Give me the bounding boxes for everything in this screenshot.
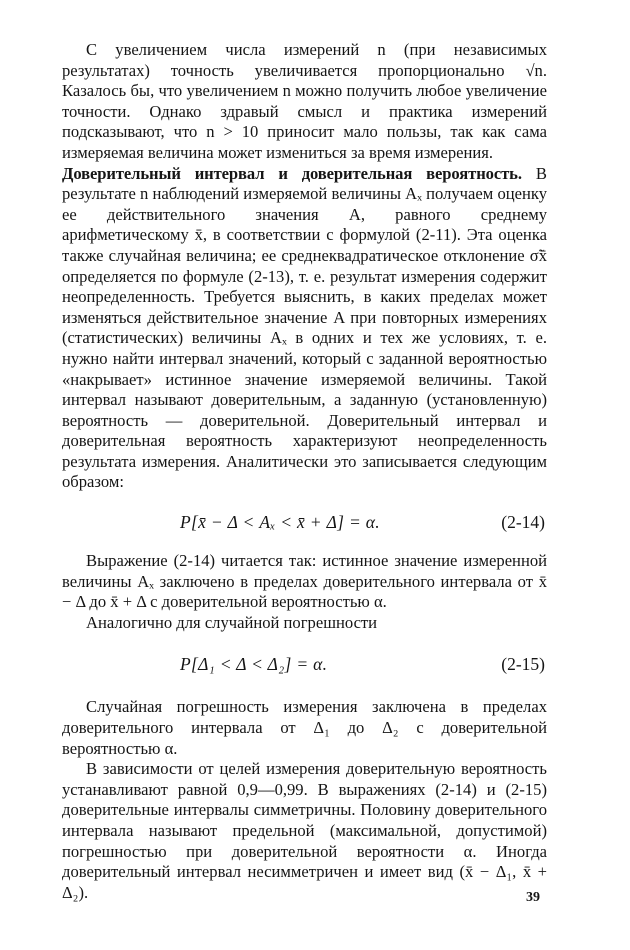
paragraph-confidence-level: В зависимости от целей измерения доверительную вероятность устанавливают равной 0,9—0,99. В выражениях (2-14) и (2-15) доверительные интервалы симметричны. Половину доверительного интервала называют предельной (максимальной, допустимой) погрешностью при доверительной вероятности α. Иногда доверительный интервал несимметричен и имеет вид (x̄ − Δ₁, x̄ + Δ₂). [62, 759, 547, 902]
paragraph-random-error-intro: Аналогично для случайной погрешности [86, 612, 378, 632]
formula-2-15 [62, 649, 547, 679]
paragraph-random-error-interval: Случайная погрешность измерения заключена в пределах доверительного интервала от Δ₁ до Δ₂ с доверительной вероятностью α. [62, 697, 547, 758]
formula-2-15-expression: P[Δ₁ < Δ < Δ₂] = α. [180, 654, 328, 675]
formula-2-14-expression: P[x̄ − Δ < Aₓ < x̄ + Δ] = α. [180, 511, 380, 532]
book-page [62, 40, 547, 903]
section-confidence [62, 164, 547, 494]
paragraph-expression-reading: Выражение (2-14) читается так: истинное значение измеренной величины Aₓ заключено в пределах доверительного интервала от x̄ − Δ до x̄ + Δ с доверительной вероятностью α. [62, 551, 547, 612]
paragraph-confidence-intro: В результате n наблюдений измеряемой величины Aₓ получаем оценку ее действительного значения A, равного среднему арифметическому x̄, в соответствии с формулой (2-11). Эта оценка также случайная величина; ее среднеквадратическое отклонение σ̃x̄ определяется по формуле (2-13), т. е. результат измерения содержит неопределенность. Требуется выяснить, в каких пределах может изменяться действительное значение A при повторных измерениях (статистических) величины Aₓ в одних и тех же условиях, т. е. нужно найти интервал значений, который с заданной вероятностью «накрывает» истинное значение измеряемой величины. Такой интервал называют доверительным, а заданную (установленную) вероятность — доверительной. Доверительный интервал и доверительная вероятность характеризуют неопределенность результата измерения. Аналитически это записывается следующим образом: [62, 163, 547, 492]
paragraph-measurement-count: С увеличением числа измерений n (при независимых результатах) точность увеличивается пропорционально √n. Казалось бы, что увеличением n можно получить любое увеличение точности. Однако здравый смысл и практика измерений подсказывают, что n > 10 приносит мало пользы, так как сама измеряемая величина может измениться за время измерения. [62, 40, 547, 162]
formula-2-15-number: (2-15) [501, 654, 545, 675]
formula-2-14 [62, 507, 547, 537]
formula-2-14-number: (2-14) [501, 511, 545, 532]
section-heading: Доверительный интервал и доверительная вероятность. [62, 163, 522, 183]
page-number: 39 [526, 890, 540, 905]
